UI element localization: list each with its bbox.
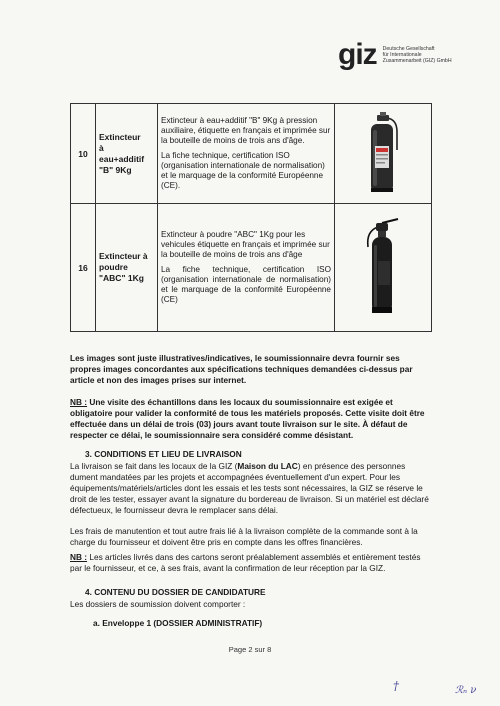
item-description bbox=[158, 104, 335, 204]
logo-line: Zusammenarbeit (GIZ) GmbH bbox=[382, 58, 452, 64]
section-heading: 3. CONDITIONS ET LIEU DE LIVRAISON bbox=[85, 449, 242, 459]
delivery-paragraph: La livraison se fait dans les locaux de la GIZ (Maison du LAC) en présence des personnes dument mandatées par les projets et accompagnées éventuellement d'un expert. Pour les équipements/matériels/articles dont les essais et les tests sont nécessaires, la GIZ se réserve le droit de les tester, essayer avant la signature du bordereau de livraison. Si un matériel est déclaré défectueux, le fournisseur devra le remplacer sans délai. bbox=[70, 461, 429, 515]
description-paragraph: Extincteur à eau+additif "B" 9Kg à pression auxiliaire, étiquette en français et imprimée sur la bouteille de moins de trois ans d'âge. bbox=[161, 116, 331, 145]
item-name: Extincteur à poudre "ABC" 1Kg bbox=[96, 204, 158, 332]
table-row bbox=[71, 104, 432, 204]
section-intro: Les dossiers de soumission doivent comporter : bbox=[70, 599, 246, 609]
item-number: 16 bbox=[71, 204, 96, 332]
handwritten-signature: ℛₙ ν bbox=[455, 685, 477, 696]
description-paragraph: La fiche technique, certification ISO (organisation internationale de normalisation) et le marquage de la conformité Européenne (CE). bbox=[161, 151, 325, 190]
section-heading: 4. CONTENU DU DOSSIER DE CANDIDATURE bbox=[85, 587, 266, 597]
item-description bbox=[158, 204, 335, 332]
nb-text: Les articles livrés dans des cartons seront préalablement assemblés et entièrement testés par le fournisseur, et ce, à ses frais, avant la confirmation de leur réception par la GIZ. bbox=[70, 552, 421, 573]
logo-mark: giz bbox=[338, 38, 377, 71]
item-image bbox=[335, 104, 432, 204]
handwritten-initial: † bbox=[393, 679, 399, 693]
nb-label: NB : bbox=[70, 552, 88, 562]
item-image bbox=[335, 204, 432, 332]
subsection-heading: a. Enveloppe 1 (DOSSIER ADMINISTRATIF) bbox=[93, 618, 263, 628]
table-row bbox=[71, 204, 432, 332]
description-paragraph: La fiche technique, certification ISO (organisation internationale de normalisation) et le marquage de la conformité Européenne (CE) bbox=[161, 265, 331, 304]
nb-visit bbox=[70, 397, 432, 441]
nb-delivery bbox=[70, 552, 432, 574]
nb-label: NB : bbox=[70, 397, 88, 407]
costs-paragraph: Les frais de manutention et tout autre frais lié à la livraison complète de la commande sont à la charge du fournisseur et doivent être pris en compte dans les offres financières. bbox=[70, 526, 418, 547]
faint-watermark bbox=[130, 38, 135, 59]
giz-logo bbox=[338, 40, 463, 70]
images-note: Les images sont juste illustratives/indicatives, le soumissionnaire devra fournir ses propres images concordantes aux spécifications techniques demandées ci-dessus par article et non des images prises sur internet. bbox=[70, 353, 413, 385]
logo-line: für Internationale bbox=[382, 52, 422, 58]
fire-extinguisher-9kg-icon bbox=[363, 110, 403, 196]
logo-text bbox=[383, 46, 463, 64]
spec-table bbox=[70, 103, 432, 332]
item-name: Extincteur à eau+additif "B" 9Kg bbox=[96, 104, 158, 204]
fire-extinguisher-1kg-icon bbox=[358, 217, 408, 317]
page-number: Page 2 sur 8 bbox=[228, 645, 272, 654]
logo-line: Deutsche Gesellschaft bbox=[382, 46, 435, 52]
nb-text: Une visite des échantillons dans les locaux du soumissionnaire est exigée et obligatoire pour valider la conformité de tous les matériels proposés. Cette visite doit être effectuée dans un délai de trois (03) jours avant toute livraison sur le site. À défaut de respecter ce délai, le soumissionnaire sera considéré comme désistant. bbox=[70, 397, 425, 440]
item-number: 10 bbox=[71, 104, 96, 204]
description-paragraph: Extincteur à poudre "ABC" 1Kg pour les vehicules étiquette en français et imprimée sur la bouteille de moins de trois ans d'âge bbox=[161, 230, 330, 259]
